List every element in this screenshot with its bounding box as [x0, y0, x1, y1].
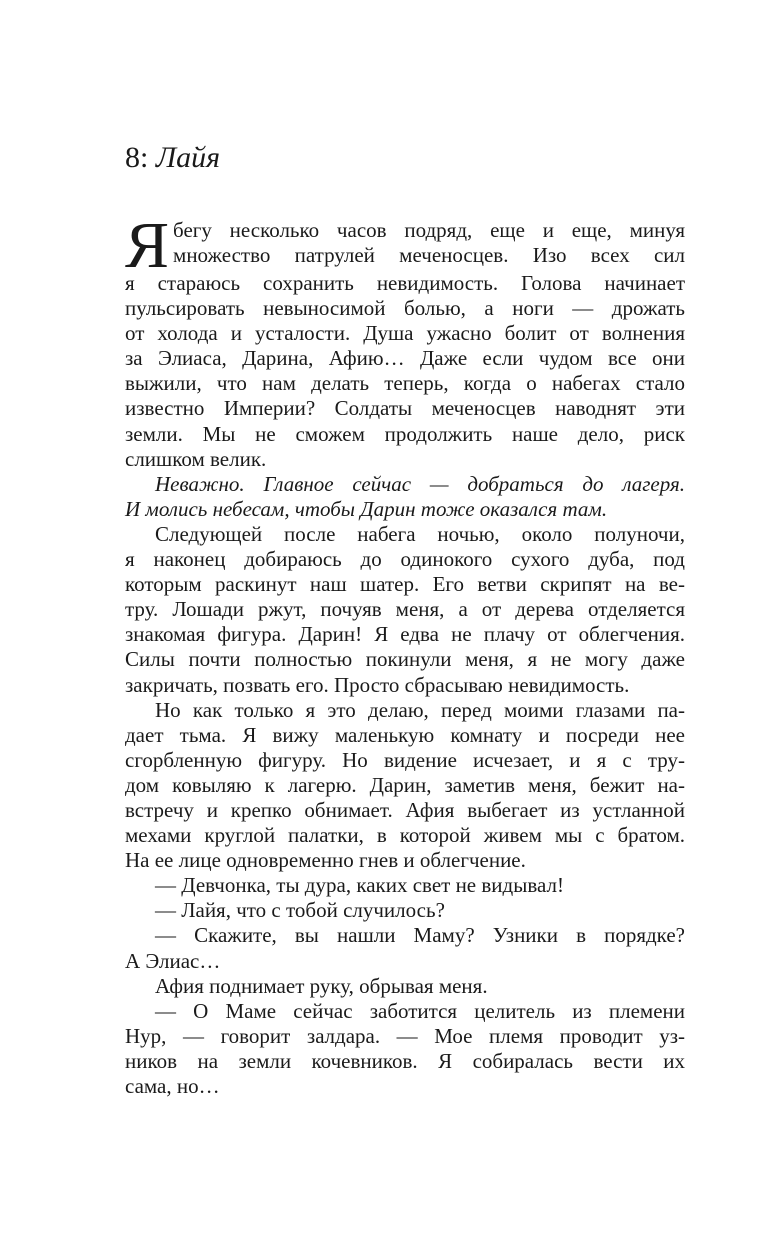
text-line: ников на земли кочевников. Я собиралась вести их	[125, 1048, 685, 1073]
text-line: Нур, — говорит зaлдара. — Мое племя проводит уз-	[125, 1023, 685, 1048]
text-line: Афия поднимает руку, обрывая меня.	[155, 973, 488, 998]
text-line: я наконец добираюсь до одинокого сухого дуба, под	[125, 547, 685, 572]
text-lines	[125, 271, 685, 1099]
text-line: — Девчонка, ты дура, каких свет не видывал!	[155, 873, 564, 898]
text-line: — Скажите, вы нашли Маму? Узники в порядке?	[155, 923, 685, 948]
chapter-title: Лайя	[155, 141, 221, 174]
text-line: И молись небесам, чтобы Дарин тоже оказался там.	[125, 496, 608, 521]
text-line: бегу несколько часов подряд, еще и еще, минуя	[173, 218, 685, 242]
text-line: Силы почти полностью покинули меня, я не могу даже	[125, 647, 685, 672]
text-line: сгорбленную фигуру. Но видение исчезает, и я с тру-	[125, 747, 685, 772]
text-line: от холода и усталости. Душа ужасно болит от волнения	[125, 321, 685, 346]
text-line: закричать, позвать его. Просто сбрасываю невидимость.	[125, 672, 630, 697]
text-line: которым раскинут наш шатер. Его ветви скрипят на ве-	[125, 572, 685, 597]
text-line: известно Империи? Солдаты меченосцев наводнят эти	[125, 396, 685, 421]
text-line: мехами круглой палатки, в которой живем мы с братом.	[125, 823, 685, 848]
text-line: я стараюсь сохранить невидимость. Голова начинает	[125, 271, 685, 295]
text-line: дом ковыляю к лагерю. Дарин, заметив меня, бежит на-	[125, 772, 685, 797]
text-line: земли. Мы не сможем продолжить наше дело, риск	[125, 421, 685, 446]
text-line: А Элиас…	[125, 948, 221, 973]
text-line: множество патрулей меченосцев. Изо всех сил	[173, 243, 685, 268]
text-line: — О Маме сейчас заботится целитель из племени	[155, 998, 685, 1023]
text-line: Следующей после набега ночью, около полуночи,	[155, 521, 685, 546]
text-line: На ее лице одновременно гнев и облегчение.	[125, 848, 526, 873]
text-line: пульсировать невыносимой болью, а ноги — дрожать	[125, 296, 685, 321]
text-line: сама, но…	[125, 1074, 220, 1098]
opening-paragraph-start	[125, 218, 685, 271]
text-line: — Лайя, что с тобой случилось?	[155, 898, 445, 923]
text-line: дает тьма. Я вижу маленькую комнату и посреди нее	[125, 722, 685, 747]
text-line: выжили, что нам делать теперь, когда о набегах стало	[125, 371, 685, 396]
chapter-heading	[125, 140, 220, 176]
text-line: за Элиаса, Дарина, Афию… Даже если чудом все они	[125, 346, 685, 371]
text-line: слишком велик.	[125, 446, 267, 471]
text-line: Но как только я это делаю, перед моими глазами па-	[155, 697, 685, 722]
text-line: Неважно. Главное сейчас — добраться до лагеря.	[155, 471, 685, 496]
text-line: тру. Лошади ржут, почуяв меня, а от дерева отделяется	[125, 597, 685, 622]
chapter-number: 8:	[125, 141, 149, 174]
chapter-body	[125, 218, 685, 1099]
drop-cap: Я	[125, 218, 170, 271]
text-line: знакомая фигура. Дарин! Я едва не плачу от облегчения.	[125, 622, 685, 647]
text-line: встречу и крепко обнимает. Афия выбегает из устланной	[125, 797, 685, 822]
